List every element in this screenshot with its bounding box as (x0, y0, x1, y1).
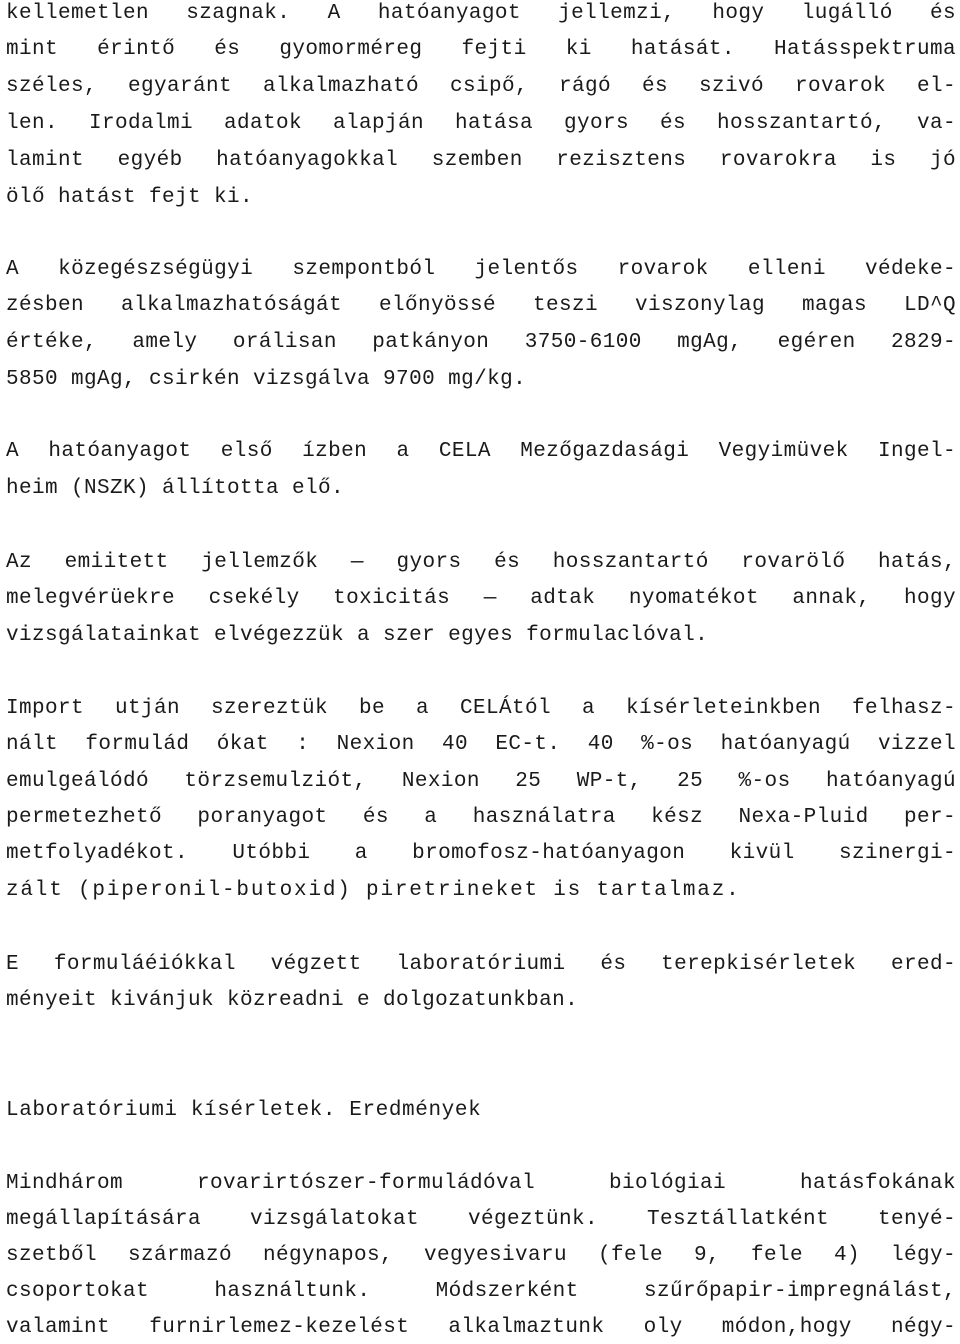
paragraph-6-line-1: E formuláéiókkal végzett laboratóriumi és terepkisérletek ered- (6, 953, 956, 976)
paragraph-1-line-6: ölő hatást fejt ki. (6, 186, 254, 209)
paragraph-1-line-4: len. Irodalmi adatok alapján hatása gyors és hosszantartó, va- (6, 112, 956, 135)
paragraph-7-line-2: megállapítására vizsgálatokat végeztünk. Tesztállatként tenyé- (6, 1208, 956, 1231)
paragraph-7-line-5: valamint furnirlemez-kezelést alkalmaztunk oly módon,hogy négy- (6, 1316, 956, 1339)
paragraph-2-line-3: értéke, amely orálisan patkányon 3750-6100 mgAg, egéren 2829- (6, 331, 956, 354)
paragraph-7-line-4: csoportokat használtunk. Módszerként szűrőpapir-impregnálást, (6, 1280, 956, 1303)
paragraph-1-line-2: mint érintő és gyomorméreg fejti ki hatását. Hatásspektruma (6, 38, 956, 61)
section-heading: Laboratóriumi kísérletek. Eredmények (6, 1099, 482, 1122)
paragraph-7-line-3: szetből származó négynapos, vegyesivaru (fele 9, fele 4) légy- (6, 1244, 956, 1267)
paragraph-4-line-3: vizsgálatainkat elvégezzük a szer egyes formulaclóval. (6, 624, 709, 647)
paragraph-2-line-1: A közegészségügyi szempontból jelentős rovarok elleni védeke- (6, 258, 956, 281)
paragraph-2-line-4: 5850 mgAg, csirkén vizsgálva 9700 mg/kg. (6, 368, 527, 391)
paragraph-5-line-6: zált (piperonil-butoxid) piretrineket is tartalmaz. (6, 879, 741, 902)
paragraph-5-line-4: permetezhető poranyagot és a használatra kész Nexa-Pluid per- (6, 806, 956, 829)
paragraph-6-line-2: ményeit kivánjuk közreadni e dolgozatunkban. (6, 989, 579, 1012)
paragraph-3-line-2: heim (NSZK) állította elő. (6, 477, 345, 500)
paragraph-4-line-2: melegvérüekre csekély toxicitás — adtak nyomatékot annak, hogy (6, 587, 956, 610)
paragraph-5-line-5: metfolyadékot. Utóbbi a bromofosz-hatóanyagon kivül szinergi- (6, 842, 956, 865)
paragraph-7-line-1: Mindhárom rovarirtószer-formuládóval biológiai hatásfokának (6, 1172, 956, 1195)
paragraph-1-line-3: széles, egyaránt alkalmazható csipő, rágó és szivó rovarok el- (6, 75, 956, 98)
paragraph-5-line-1: Import utján szereztük be a CELÁtól a kísérleteinkben felhasz- (6, 697, 956, 720)
paragraph-1-line-5: lamint egyéb hatóanyagokkal szemben rezisztens rovarokra is jó (6, 149, 956, 172)
paragraph-5-line-3: emulgeálódó törzsemulziót, Nexion 25 WP-t, 25 %-os hatóanyagú (6, 770, 956, 793)
paragraph-3-line-1: A hatóanyagot első ízben a CELA Mezőgazdasági Vegyimüvek Ingel- (6, 440, 956, 463)
paragraph-2-line-2: zésben alkalmazhatóságát előnyössé teszi viszonylag magas LD^Q (6, 294, 956, 317)
paragraph-5-line-2: nált formulád ókat : Nexion 40 EC-t. 40 %-os hatóanyagú vizzel (6, 733, 956, 756)
paragraph-1-line-1: kellemetlen szagnak. A hatóanyagot jellemzi, hogy lugálló és (6, 2, 956, 25)
paragraph-4-line-1: Az emiitett jellemzők — gyors és hosszantartó rovarölő hatás, (6, 551, 956, 574)
